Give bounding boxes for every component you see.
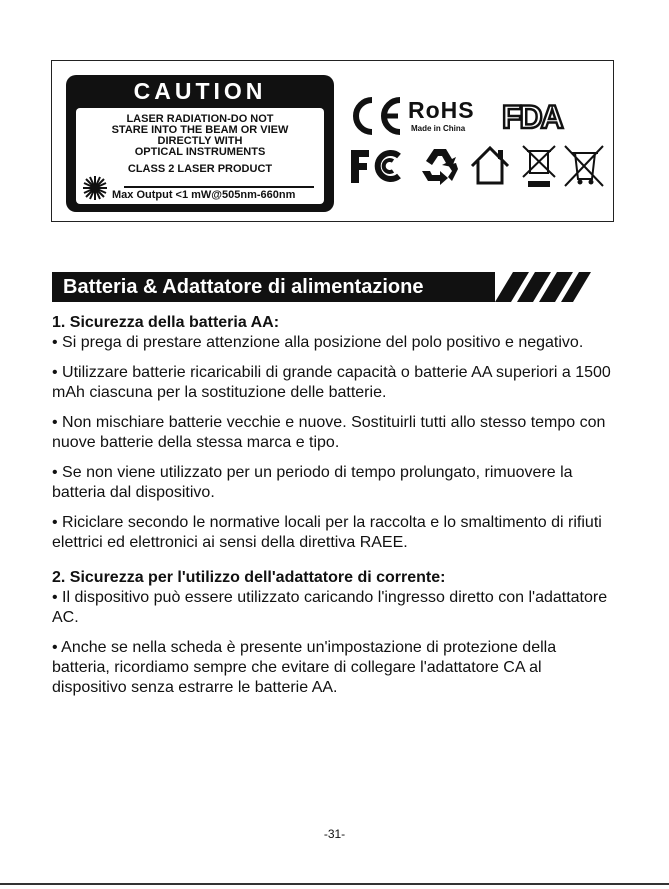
weee-wheelie-bin-icon: [563, 143, 605, 189]
caution-line: OPTICAL INSTRUMENTS: [134, 146, 266, 158]
paragraph: • Il dispositivo può essere utilizzato caricando l'ingresso diretto con l'adattatore AC.: [52, 589, 608, 626]
laser-caution-label: [66, 75, 334, 212]
adapter-subheading: 2. Sicurezza per l'utilizzo dell'adattatore di corrente:: [52, 569, 446, 586]
indoor-use-house-icon: [468, 144, 512, 186]
caution-text-panel: [76, 108, 324, 204]
caution-line: DIRECTLY WITH: [157, 135, 243, 147]
paragraph: • Si prega di prestare attenzione alla posizione del polo positivo e negativo.: [52, 334, 584, 351]
made-in-china: Made in China: [411, 124, 466, 133]
page-number: -31-: [323, 827, 346, 841]
battery-subheading: 1. Sicurezza della batteria AA:: [52, 314, 280, 331]
fcc-logo-icon: [349, 146, 409, 186]
recycle-icon: [418, 145, 462, 187]
svg-text:FDA: FDA: [502, 99, 562, 134]
rohs-logo: RoHS: [408, 97, 475, 123]
caution-line: LASER RADIATION-DO NOT: [126, 113, 274, 125]
paragraph: • Utilizzare batterie ricaricabili di grande capacità o batterie AA superiori a 1500 mAh ciascuna per la sostituzione delle batterie.: [52, 364, 611, 401]
paragraph: • Non mischiare batterie vecchie e nuove. Sostituirli tutti allo stesso tempo con nuove batterie della stessa marca e tipo.: [52, 414, 606, 451]
paragraph: • Anche se nella scheda è presente un'impostazione di protezione della batteria, ricordiamo sempre che evitare di collegare l'adattatore CA al dispositivo senza estrarre le batterie AA.: [52, 639, 557, 696]
caution-title: CAUTION: [133, 78, 267, 104]
ce-mark-icon: [348, 96, 404, 136]
bottom-divider: [0, 883, 669, 885]
section-heading: Batteria & Adattatore di alimentazione: [52, 272, 495, 302]
paragraph: • Se non viene utilizzato per un periodo di tempo prolungato, rimuovere la batteria dal dispositivo.: [52, 464, 573, 501]
max-output: Max Output <1 mW@505nm-660nm: [112, 189, 296, 201]
weee-bin-icon: [520, 143, 558, 189]
laser-burst-icon: [82, 175, 108, 201]
paragraph: • Riciclare secondo le normative locali per la raccolta e lo smaltimento di rifiuti elettrici ed elettronici ai sensi della direttiva RAEE.: [52, 514, 602, 551]
caution-divider: [124, 186, 314, 188]
caution-line: STARE INTO THE BEAM OR VIEW: [111, 124, 289, 136]
heading-stripes: [483, 272, 593, 302]
fda-logo-icon: [500, 98, 576, 134]
body-content: [52, 313, 617, 698]
laser-class: CLASS 2 LASER PRODUCT: [127, 163, 273, 175]
